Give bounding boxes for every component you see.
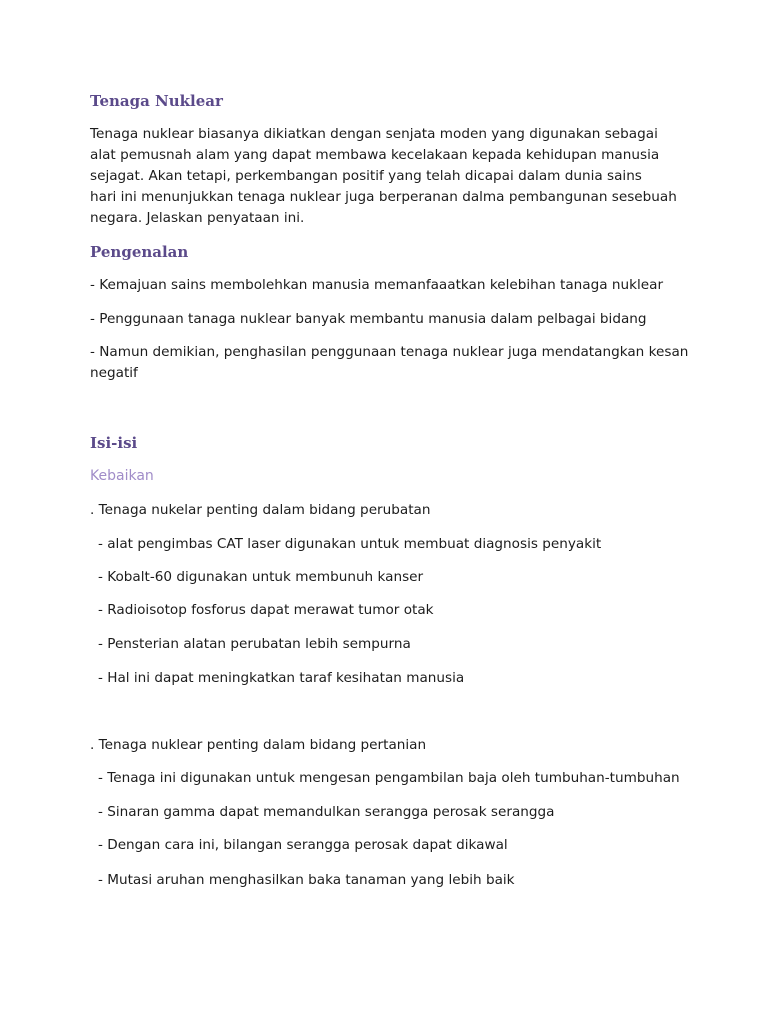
pertanian-point: - Tenaga ini digunakan untuk mengesan pengambilan baja oleh tumbuhan-tumbuhan xyxy=(98,770,680,786)
subheading-kebaikan: Kebaikan xyxy=(90,468,154,484)
pertanian-point: - Sinaran gamma dapat memandulkan serangga perosak serangga xyxy=(98,804,555,820)
perubatan-point: - Pensterian alatan perubatan lebih sempurna xyxy=(98,636,411,652)
document-title: Tenaga Nuklear xyxy=(90,92,223,110)
pertanian-lead: . Tenaga nuklear penting dalam bidang pertanian xyxy=(90,737,427,753)
intro-line: Tenaga nuklear biasanya dikiatkan dengan senjata moden yang digunakan sebagai xyxy=(90,126,658,142)
pengenalan-point-continuation: negatif xyxy=(90,365,138,381)
intro-line: negara. Jelaskan penyataan ini. xyxy=(90,210,305,226)
perubatan-lead: . Tenaga nukelar penting dalam bidang perubatan xyxy=(90,502,431,518)
section-heading-isi: Isi-isi xyxy=(90,434,138,452)
pertanian-point: - Dengan cara ini, bilangan serangga perosak dapat dikawal xyxy=(98,837,508,853)
intro-line: alat pemusnah alam yang dapat membawa kecelakaan kepada kehidupan manusia xyxy=(90,147,660,163)
perubatan-point: - alat pengimbas CAT laser digunakan untuk membuat diagnosis penyakit xyxy=(98,536,602,552)
pertanian-point: - Mutasi aruhan menghasilkan baka tanaman yang lebih baik xyxy=(98,872,515,888)
pengenalan-point: - Kemajuan sains membolehkan manusia memanfaaatkan kelebihan tanaga nuklear xyxy=(90,277,664,293)
pengenalan-point: - Namun demikian, penghasilan penggunaan tenaga nuklear juga mendatangkan kesan xyxy=(90,344,689,360)
perubatan-point: - Hal ini dapat meningkatkan taraf kesihatan manusia xyxy=(98,670,465,686)
intro-line: sejagat. Akan tetapi, perkembangan positif yang telah dicapai dalam dunia sains xyxy=(90,168,642,184)
section-heading-pengenalan: Pengenalan xyxy=(90,243,189,261)
pengenalan-point: - Penggunaan tanaga nuklear banyak membantu manusia dalam pelbagai bidang xyxy=(90,311,647,327)
perubatan-point: - Kobalt-60 digunakan untuk membunuh kanser xyxy=(98,569,424,585)
perubatan-point: - Radioisotop fosforus dapat merawat tumor otak xyxy=(98,602,434,618)
intro-line: hari ini menunjukkan tenaga nuklear juga berperanan dalma pembangunan sesebuah xyxy=(90,189,677,205)
